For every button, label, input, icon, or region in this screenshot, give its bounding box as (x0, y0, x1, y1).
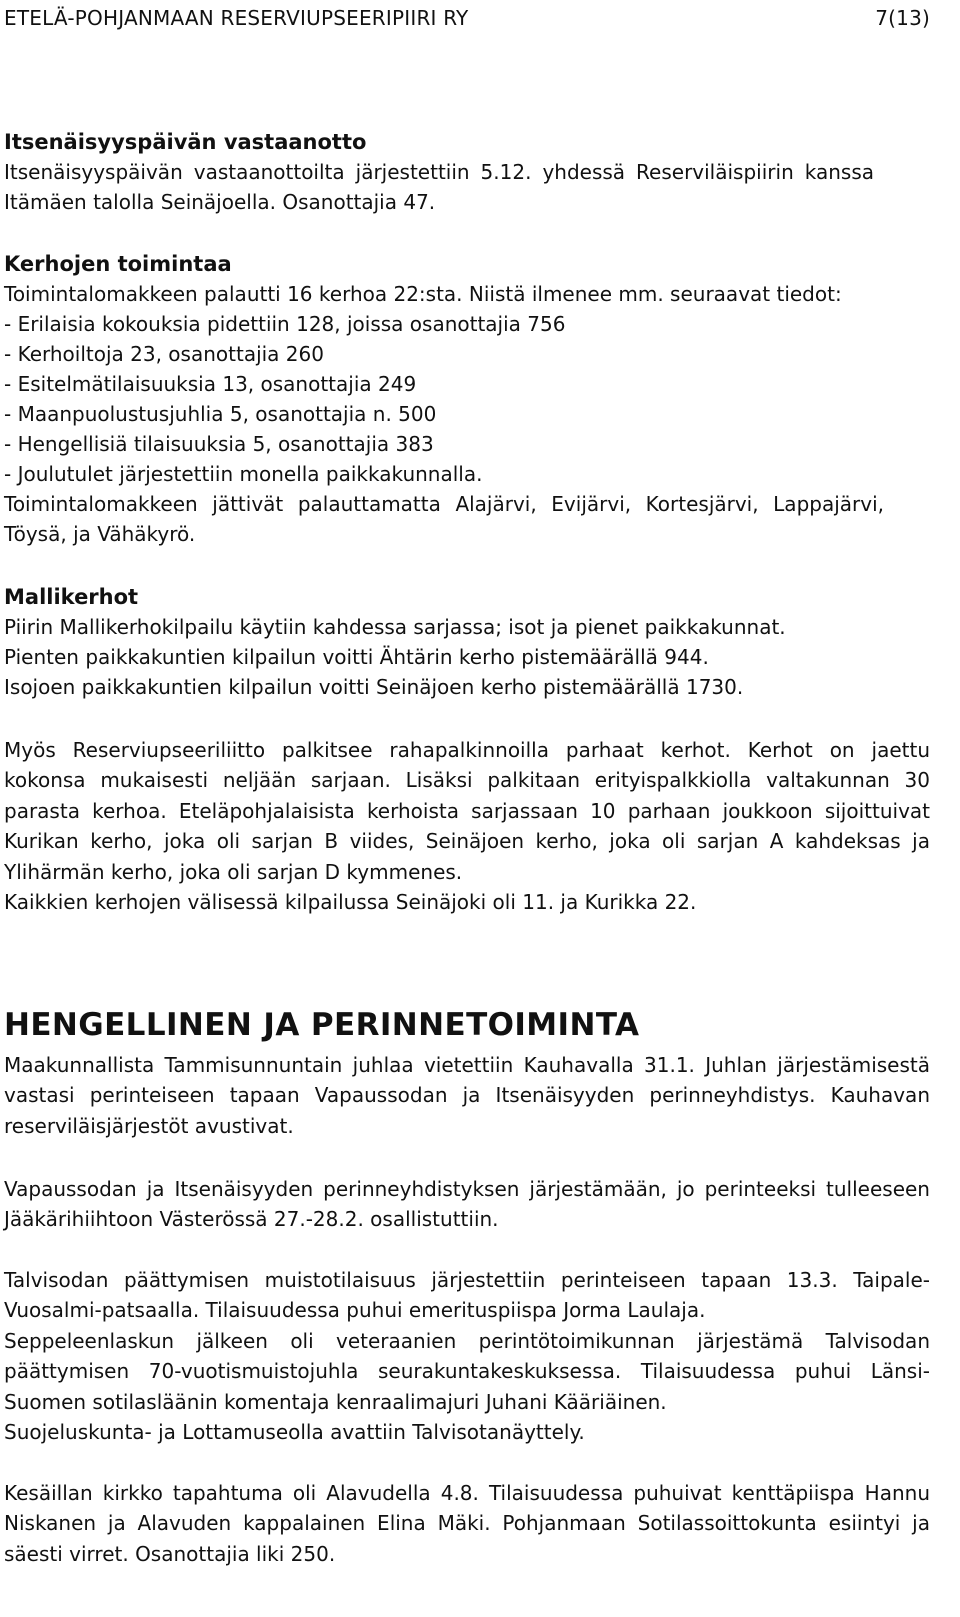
section-independence-reception (4, 127, 930, 218)
section-spiritual-heritage (4, 1005, 930, 1045)
section-title: Itsenäisyyspäivän vastaanotto (4, 130, 367, 154)
section-paragraph: Talvisodan päättymisen muistotilaisuus järjestettiin perinteiseen tapaan 13.3. Taipale-Vuosalmi-patsaalla. Tilaisuudessa puhui emerituspiispa Jorma Laulaja. (4, 1268, 930, 1323)
page-number: 7(13) (875, 6, 930, 30)
text-line: Kaikkien kerhojen välisessä kilpailussa Seinäjoki oli 11. ja Kurikka 22. (4, 890, 697, 915)
text-line: Suojeluskunta- ja Lottamuseolla avattiin Talvisotanäyttely. (4, 1420, 585, 1445)
list-item: - Kerhoiltoja 23, osanottajia 260 (4, 342, 324, 366)
section-paragraph: Itsenäisyyspäivän vastaanottoilta järjestettiin 5.12. yhdessä Reserviläispiirin kanssa Itämäen talolla Seinäjoella. Osanottajia 47. (4, 160, 874, 215)
section-intro: Toimintalomakkeen palautti 16 kerhoa 22:sta. Niistä ilmenee mm. seuraavat tiedot: (4, 282, 842, 306)
paragraph-block (4, 1478, 930, 1569)
section-paragraph: Maakunnallista Tammisunnuntain juhlaa vietettiin Kauhavalla 31.1. Juhlan järjestämisestä vastasi perinteiseen tapaan Vapaussodan ja Itsenäisyyden perinneyhdistys. Kauhavan reserviläisjärjestöt avustivat. (4, 1053, 930, 1138)
section-model-clubs (4, 582, 930, 702)
section-paragraph: Vapaussodan ja Itsenäisyyden perinneyhdistyksen järjestämään, jo perinteeksi tulleeseen Jääkärihiihtoon Västerössä 27.-28.2. osallistuttiin. (4, 1177, 930, 1232)
list-item: - Maanpuolustusjuhlia 5, osanottajia n. 500 (4, 402, 437, 426)
text-line: Isojoen paikkakuntien kilpailun voitti Seinäjoen kerho pistemäärällä 1730. (4, 675, 744, 699)
list-item: - Esitelmätilaisuuksia 13, osanottajia 249 (4, 372, 417, 396)
section-paragraph: Kesäillan kirkko tapahtuma oli Alavudella 4.8. Tilaisuudessa puhuivat kenttäpiispa Hannu Niskanen ja Alavuden kappalainen Elina Mäki. Pohjanmaan Sotilassoittokunta esiintyi ja säesti virret. Osanottajia liki 250. (4, 1481, 930, 1566)
page-header (4, 6, 930, 30)
section-paragraph: Myös Reserviupseeriliitto palkitsee rahapalkinnoilla parhaat kerhot. Kerhot on jaettu kokonsa mukaisesti neljään sarjaan. Lisäksi palkitaan erityispalkkiolla valtakunnan 30 parasta kerhoa. Eteläpohjalaisista kerhoista sarjassaan 10 parhaan joukkoon sijoittuivat Kurikan kerho, joka oli sarjan B viides, Seinäjoen kerho, joka oli sarjan A kahdeksas ja Ylihärmän kerho, joka oli sarjan D kymmenes. (4, 738, 930, 884)
list-item: - Erilaisia kokouksia pidettiin 128, joissa osanottajia 756 (4, 312, 566, 336)
section-title: HENGELLINEN JA PERINNETOIMINTA (4, 1007, 640, 1043)
section-paragraph: Seppeleenlaskun jälkeen oli veteraanien perintötoimikunnan järjestämä Talvisodan päättymisen 70-vuotismuistojuhla seurakuntakeskuksessa. Tilaisuudessa puhui Länsi-Suomen sotilasläänin komentaja kenraalimajuri Juhani Kääriäinen. (4, 1328, 930, 1414)
section-title: Mallikerhot (4, 585, 139, 609)
list-item: - Hengellisiä tilaisuuksia 5, osanottajia 383 (4, 432, 434, 456)
section-title: Kerhojen toimintaa (4, 252, 232, 276)
organization-name: ETELÄ-POHJANMAAN RESERVIUPSEERIPIIRI RY (4, 6, 469, 30)
text-line: Pienten paikkakuntien kilpailun voitti Ähtärin kerho pistemäärällä 944. (4, 645, 709, 669)
paragraph-block (4, 1050, 930, 1141)
list-item: - Joulutulet järjestettiin monella paikkakunnalla. (4, 462, 483, 486)
paragraph-block (4, 1174, 930, 1235)
section-model-clubs-paragraph (4, 735, 930, 917)
section-outro: Toimintalomakkeen jättivät palauttamatta Alajärvi, Evijärvi, Kortesjärvi, Lappajärvi, Töysä, ja Vähäkyrö. (4, 492, 884, 547)
text-line: Piirin Mallikerhokilpailu käytiin kahdessa sarjassa; isot ja pienet paikkakunnat. (4, 615, 786, 639)
section-club-activities (4, 249, 930, 550)
paragraph-block (4, 1265, 930, 1447)
